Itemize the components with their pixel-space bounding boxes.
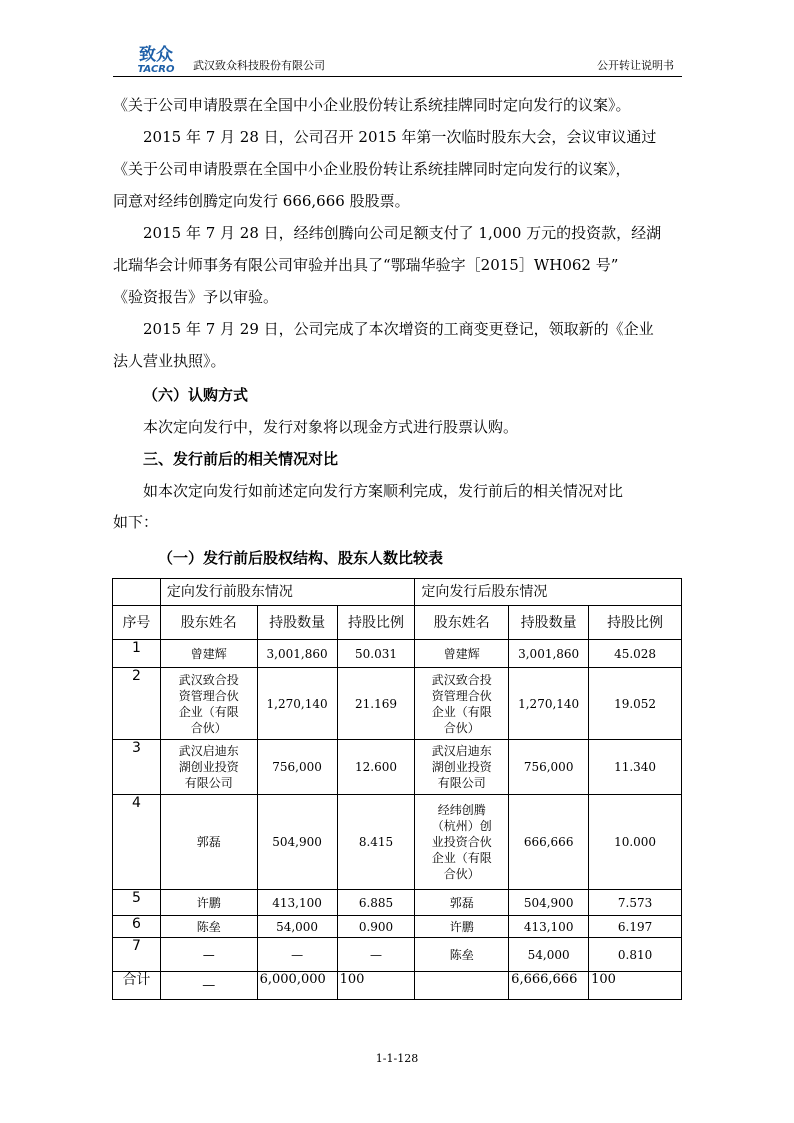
share-qty: 54,000: [509, 938, 589, 972]
share-qty: 3,001,860: [257, 640, 337, 668]
share-ratio: 19.052: [589, 668, 682, 740]
row-number: 1: [113, 640, 161, 668]
col-no-header: 序号: [113, 606, 161, 640]
shareholder-name: 许鹏: [415, 916, 509, 938]
shareholder-name: 武汉致合投 资管理合伙 企业（有限 合伙）: [160, 668, 257, 740]
page-header: [113, 44, 682, 77]
paragraph-line: 《验资报告》予以审验。: [113, 288, 279, 306]
logo-en: TACRO: [137, 64, 175, 74]
shareholder-name: 郭磊: [415, 890, 509, 916]
shareholder-name: 陈垒: [160, 916, 257, 938]
paragraph-line: 北瑞华会计师事务有限公司审验并出具了“鄂瑞华验字［2015］WH062 号”: [113, 256, 619, 274]
shareholder-name: 曾建辉: [160, 640, 257, 668]
shareholder-name: 郭磊: [160, 795, 257, 890]
page-number: 1-1-128: [375, 1052, 419, 1065]
share-ratio: 7.573: [589, 890, 682, 916]
row-number: 7: [113, 938, 161, 972]
share-ratio: 0.810: [589, 938, 682, 972]
share-ratio: 0.900: [337, 916, 415, 938]
table-row: [113, 795, 682, 890]
col-name-header: 股东姓名: [415, 606, 509, 640]
table-row-total: 合计 — 6,000,000 100 6,666,666 100: [113, 972, 682, 1000]
table-title: （一）发行前后股权结构、股东人数比较表: [158, 549, 444, 567]
paragraph-line: 同意对经纬创腾定向发行 666,666 股股票。: [113, 192, 410, 210]
share-qty: 756,000: [257, 740, 337, 795]
col-qty-header: 持股数量: [509, 606, 589, 640]
paragraph-line: 本次定向发行中，发行对象将以现金方式进行股票认购。: [143, 418, 519, 436]
shareholder-name: 武汉启迪东 湖创业投资 有限公司: [160, 740, 257, 795]
shareholder-name: 陈垒: [415, 938, 509, 972]
share-qty: 1,270,140: [509, 668, 589, 740]
share-ratio: 8.415: [337, 795, 415, 890]
logo-cn: 致众: [139, 45, 173, 65]
company-logo: [125, 44, 187, 74]
table-row: [113, 640, 682, 668]
paragraph-line: 《关于公司申请股票在全国中小企业股份转让系统挂牌同时定向发行的议案》，: [113, 160, 631, 178]
before-header: 定向发行前股东情况: [160, 579, 415, 606]
paragraph-line: 2015 年 7 月 28 日，公司召开 2015 年第一次临时股东大会，会议审议通过: [143, 128, 657, 146]
after-header: 定向发行后股东情况: [415, 579, 682, 606]
share-ratio: —: [337, 938, 415, 972]
share-qty: 413,100: [257, 890, 337, 916]
col-ratio-header: 持股比例: [589, 606, 682, 640]
shareholder-name: —: [160, 938, 257, 972]
col-name-header: 股东姓名: [160, 606, 257, 640]
col-ratio-header: 持股比例: [337, 606, 415, 640]
share-ratio: 50.031: [337, 640, 415, 668]
row-number: 2: [113, 668, 161, 740]
share-qty: 504,900: [257, 795, 337, 890]
share-ratio: 6.197: [589, 916, 682, 938]
share-qty: 756,000: [509, 740, 589, 795]
document-type: 公开转让说明书: [597, 59, 674, 72]
share-ratio: 11.340: [589, 740, 682, 795]
table-row: [113, 916, 682, 938]
section-heading: （六）认购方式: [143, 386, 249, 404]
table-row: [113, 938, 682, 972]
row-number: 3: [113, 740, 161, 795]
share-qty: 1,270,140: [257, 668, 337, 740]
col-qty-header: 持股数量: [257, 606, 337, 640]
paragraph-line: 如本次定向发行如前述定向发行方案顺利完成，发行前后的相关情况对比: [143, 482, 624, 500]
row-number: 5: [113, 890, 161, 916]
share-qty: —: [257, 938, 337, 972]
share-qty: 666,666: [509, 795, 589, 890]
shareholder-comparison-table: [112, 578, 682, 1000]
share-ratio: 45.028: [589, 640, 682, 668]
row-number: 4: [113, 795, 161, 890]
shareholder-name: 曾建辉: [415, 640, 509, 668]
shareholder-name: 许鹏: [160, 890, 257, 916]
share-qty: 54,000: [257, 916, 337, 938]
paragraph-line: 如下：: [113, 513, 159, 531]
table-row: [113, 668, 682, 740]
share-qty: 413,100: [509, 916, 589, 938]
share-ratio: 6.885: [337, 890, 415, 916]
section-heading: 三、发行前后的相关情况对比: [143, 450, 339, 468]
share-ratio: 10.000: [589, 795, 682, 890]
table-row: [113, 890, 682, 916]
row-number: 6: [113, 916, 161, 938]
paragraph-line: 《关于公司申请股票在全国中小企业股份转让系统挂牌同时定向发行的议案》。: [113, 96, 631, 114]
table-row: [113, 740, 682, 795]
company-name: 武汉致众科技股份有限公司: [193, 59, 325, 72]
shareholder-name: 武汉启迪东 湖创业投资 有限公司: [415, 740, 509, 795]
share-qty: 504,900: [509, 890, 589, 916]
paragraph-line: 2015 年 7 月 28 日，经纬创腾向公司足额支付了 1,000 万元的投资款，经湖: [143, 224, 662, 242]
shareholder-name: 武汉致合投 资管理合伙 企业（有限 合伙）: [415, 668, 509, 740]
paragraph-line: 法人营业执照》。: [113, 352, 226, 370]
share-ratio: 21.169: [337, 668, 415, 740]
paragraph-line: 2015 年 7 月 29 日，公司完成了本次增资的工商变更登记，领取新的《企业: [143, 320, 654, 338]
share-qty: 3,001,860: [509, 640, 589, 668]
share-ratio: 12.600: [337, 740, 415, 795]
shareholder-name: 经纬创腾 （杭州）创 业投资合伙 企业（有限 合伙）: [415, 795, 509, 890]
